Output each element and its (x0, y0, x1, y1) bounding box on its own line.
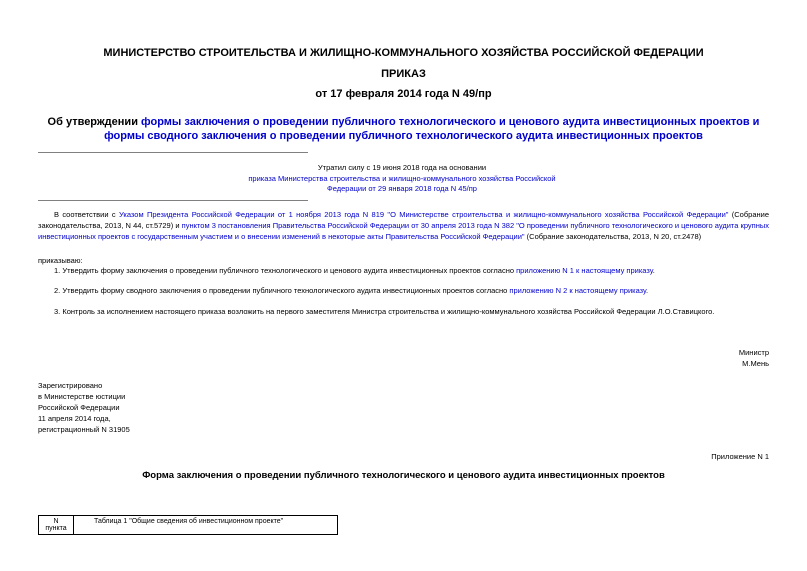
order-item-1-text: 1. Утвердить форму заключения о проведении публичного технологического и ценового аудита инвестиционных проектов согласно (54, 266, 517, 275)
decree-819-link[interactable]: Указом Президента Российской Федерации от 1 ноября 2013 года N 819 "О Министерстве строительства и жилищно-коммунального хозяйства Российской Федерации" (118, 210, 729, 219)
table-row (39, 516, 338, 535)
registration-block (38, 380, 130, 435)
registration-line-1: Зарегистрировано (38, 381, 103, 390)
registration-line-5: регистрационный N 31905 (38, 425, 130, 434)
form-title: Форма заключения о проведении публичного технологического и ценового аудита инвестиционных проектов (142, 470, 665, 481)
intro-text-2: (Собрание законодательства, 2013, N 44, ст.5729) и (38, 210, 769, 230)
signature-position: Министр (738, 348, 769, 357)
signature-name: М.Мень (742, 359, 769, 368)
signature-block (739, 347, 769, 369)
document-type: ПРИКАЗ (381, 68, 426, 80)
divider-bottom (38, 200, 308, 201)
order-item-2-end: . (646, 286, 649, 295)
document-title (30, 115, 777, 143)
appendix-2-link[interactable]: приложению N 2 к настоящему приказу (509, 286, 647, 295)
registration-line-3: Российской Федерации (38, 403, 120, 412)
order-item-2-text: 2. Утвердить форму сводного заключения о проведении публичного технологического аудита инвестиционных проектов согласно (54, 286, 510, 295)
table-header-number-line-2: пункта (45, 525, 67, 532)
intro-paragraph (38, 209, 769, 242)
order-item-1 (54, 266, 655, 276)
lost-force-notice (237, 163, 567, 195)
order-item-2 (54, 286, 648, 296)
appendix-1-link[interactable]: приложению N 1 к настоящему приказу (516, 266, 653, 275)
table-header-number (39, 516, 74, 535)
title-link[interactable]: формы заключения о проведении публичного технологического и ценового аудита инвестиционных проектов и формы сводного заключения о проведении публичного технологического аудита инвестиционных проектов (104, 116, 760, 142)
registration-line-4: 11 апреля 2014 года, (38, 414, 111, 423)
resolution-382-link[interactable]: пунктом 3 постановления Правительства Российской Федерации от 30 апреля 2013 года N 382 "О проведении публичного технологического и ценового аудита крупных инвестиционных проектов с государственным участием и о внесении изменений в некоторые акты Правительства Российской Федерации" (38, 221, 769, 241)
order-item-1-end: . (652, 266, 655, 275)
intro-text-3: (Собрание законодательства, 2013, N 20, ст.2478) (524, 232, 702, 241)
lost-force-link[interactable]: приказа Министерства строительства и жилищно-коммунального хозяйства Российской Федерации от 29 января 2018 года N 45/пр (248, 173, 556, 193)
lost-force-line: Утратил силу с 19 июня 2018 года на основании (317, 163, 487, 172)
intro-text-1: В соответствии с (54, 210, 119, 219)
general-info-table (38, 515, 338, 535)
title-prefix: Об утверждении (47, 116, 142, 128)
order-item-3: 3. Контроль за исполнением настоящего приказа возложить на первого заместителя Министра строительства и жилищно-коммунального хозяйства Российской Федерации Л.О.Ставицкого. (54, 307, 715, 316)
orders-label: приказываю: (38, 256, 83, 265)
divider-top (38, 152, 308, 153)
table-header-number-line-1: N (53, 518, 59, 525)
registration-line-2: в Министерстве юстиции (38, 392, 126, 401)
appendix-label: Приложение N 1 (711, 452, 769, 461)
table-header-caption: Таблица 1 "Общие сведения об инвестиционном проекте" (74, 516, 338, 535)
ministry-heading: МИНИСТЕРСТВО СТРОИТЕЛЬСТВА И ЖИЛИЩНО-КОММУНАЛЬНОГО ХОЗЯЙСТВА РОССИЙСКОЙ ФЕДЕРАЦИИ (103, 47, 704, 59)
document-date-number: от 17 февраля 2014 года N 49/пр (315, 88, 492, 100)
